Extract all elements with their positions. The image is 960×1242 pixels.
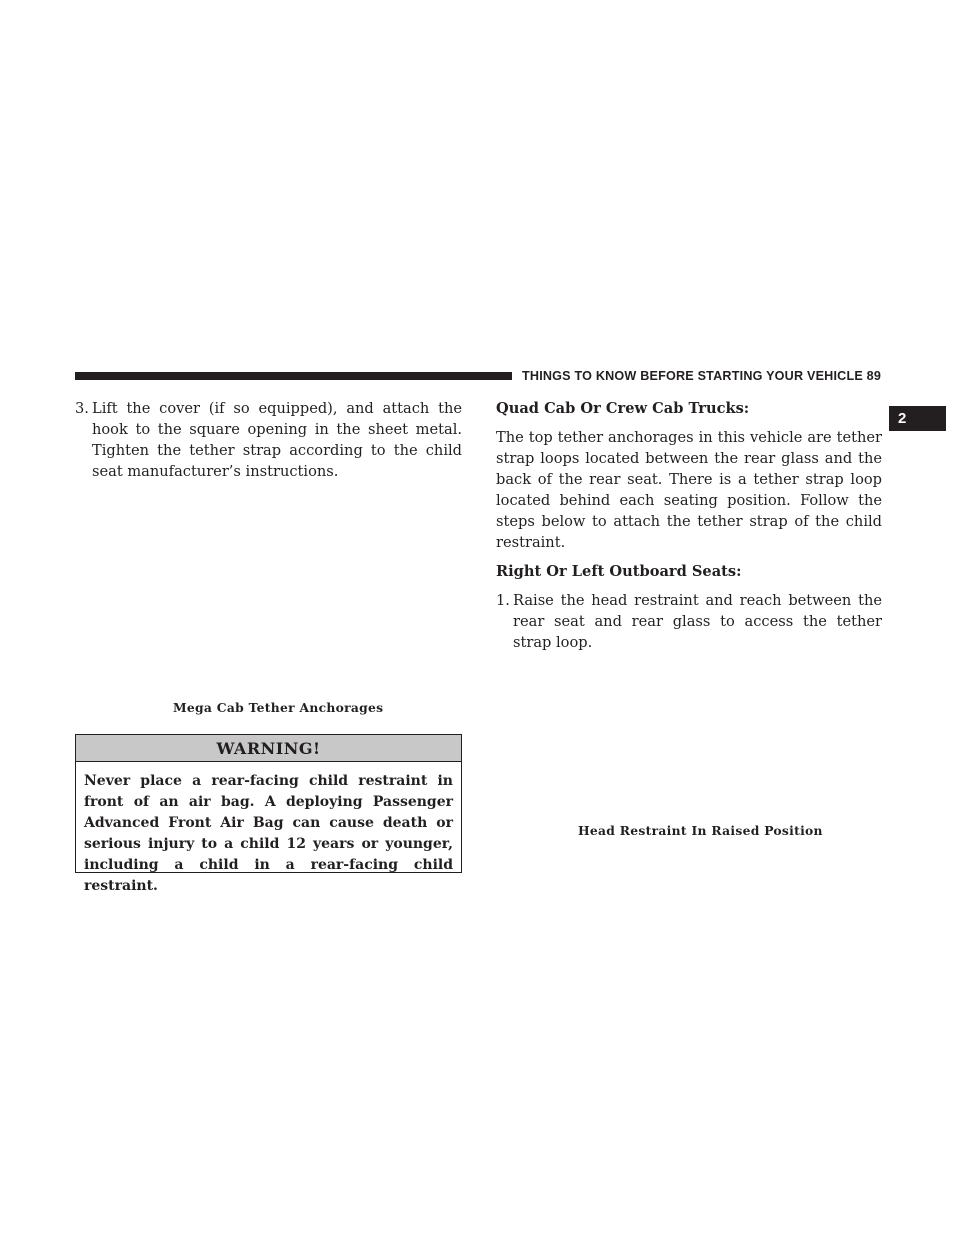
step-3-text: Lift the cover (if so equipped), and attach the hook to the square opening in the sheet metal. Tighten the tether strap according to the child seat manufacturer’s instructions. <box>92 400 462 480</box>
step-3-number: 3. <box>75 400 89 417</box>
warning-box <box>75 734 462 894</box>
paragraph-tether-anchorages: The top tether anchorages in this vehicle are tether strap loops located between the rear glass and the back of the rear seat. There is a tether strap loop located behind each seating position. Follow the steps below to attach the tether strap of the child restraint. <box>496 429 882 551</box>
right-column <box>496 398 882 653</box>
left-column <box>75 398 462 482</box>
figure-caption-mega-cab: Mega Cab Tether Anchorages <box>173 700 384 715</box>
step-1-number: 1. <box>496 592 510 609</box>
step-1 <box>496 590 882 653</box>
page-header-title: THINGS TO KNOW BEFORE STARTING YOUR VEHICLE 89 <box>522 369 882 383</box>
figure-caption-head-restraint: Head Restraint In Raised Position <box>578 823 823 838</box>
chapter-tab: 2 <box>889 406 946 431</box>
step-3 <box>75 398 462 482</box>
section-heading-outboard-seats: Right Or Left Outboard Seats: <box>496 563 742 580</box>
step-1-text: Raise the head restraint and reach between the rear seat and rear glass to access the tether strap loop. <box>513 592 882 651</box>
header-rule <box>75 372 512 380</box>
section-heading-quad-cab: Quad Cab Or Crew Cab Trucks: <box>496 400 750 417</box>
warning-title: WARNING! <box>76 735 461 762</box>
warning-text: Never place a rear-facing child restraint in front of an air bag. A deploying Passenger Advanced Front Air Bag can cause death or serious injury to a child 12 years or younger, including a child in a rear-facing child restraint. <box>84 773 453 894</box>
